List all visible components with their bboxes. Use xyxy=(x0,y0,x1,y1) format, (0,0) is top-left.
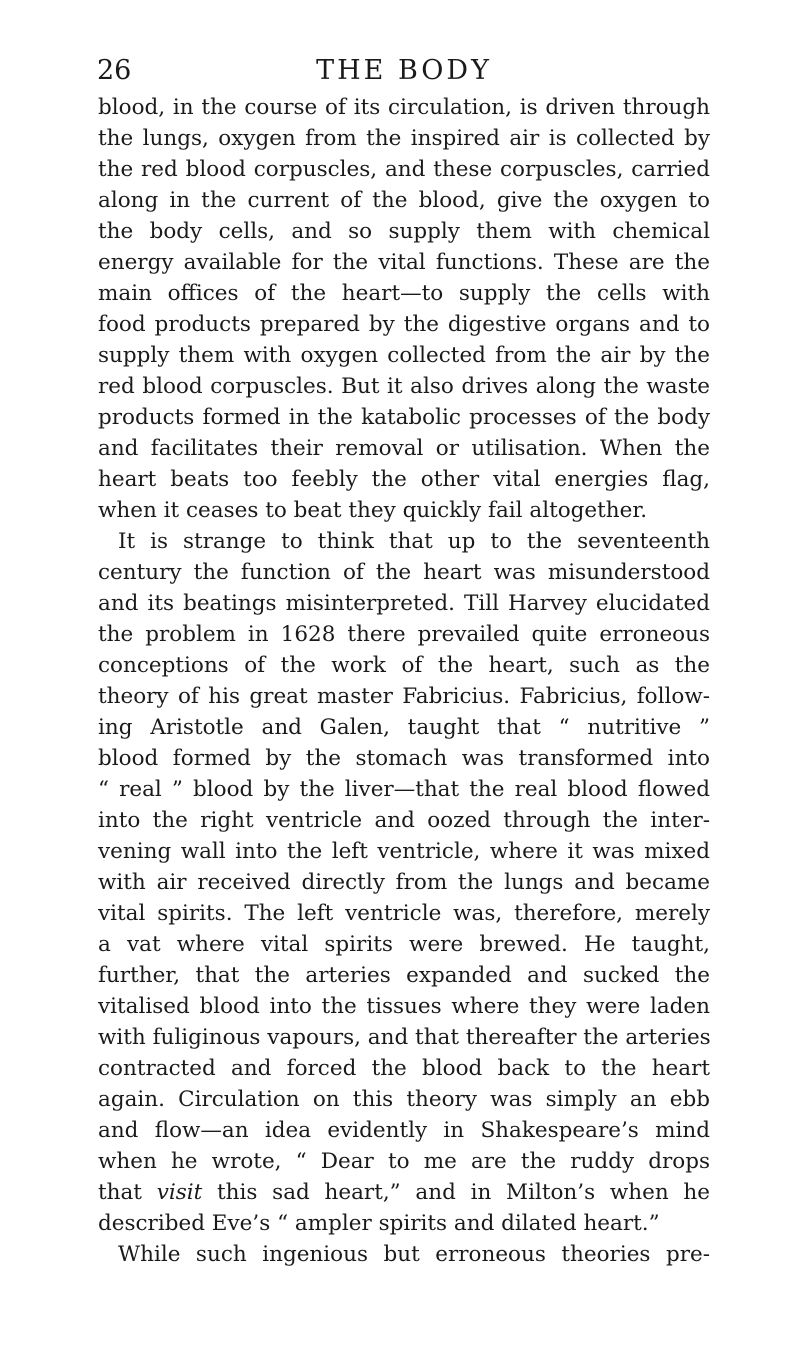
text-line: and its beatings misinterpreted. Till Harvey elucidated xyxy=(98,591,710,616)
text-line: It is strange to think that up to the seventeenth xyxy=(118,529,710,554)
text-line: a vat where vital spirits were brewed. He taught, xyxy=(98,932,710,957)
running-head xyxy=(98,52,710,90)
text-line: when he wrote, “ Dear to me are the ruddy drops xyxy=(98,1149,710,1174)
text-line: century the function of the heart was misunderstood xyxy=(98,560,710,585)
text-line: ing Aristotle and Galen, taught that “ nutritive ” xyxy=(98,715,710,740)
text-line: with air received directly from the lungs and became xyxy=(98,870,710,895)
text-line: heart beats too feebly the other vital energies flag, xyxy=(98,467,710,492)
text-line: contracted and forced the blood back to the heart xyxy=(98,1056,710,1081)
text-line xyxy=(98,1177,710,1208)
text-line: along in the current of the blood, give the oxygen to xyxy=(98,188,710,213)
text-line: vital spirits. The left ventricle was, therefore, merely xyxy=(98,901,710,926)
text-line: vitalised blood into the tissues where they were laden xyxy=(98,994,710,1019)
text-line: described Eve’s “ ampler spirits and dilated heart.” xyxy=(98,1211,660,1236)
text-line: supply them with oxygen collected from the air by the xyxy=(98,343,710,368)
text-line: food products prepared by the digestive organs and to xyxy=(98,312,710,337)
text-line-end: this sad heart,” and in Milton’s when he xyxy=(202,1180,710,1205)
text-line: further, that the arteries expanded and sucked the xyxy=(98,963,710,988)
text-line: vening wall into the left ventricle, where it was mixed xyxy=(98,839,710,864)
emphasized-word: visit xyxy=(156,1180,203,1205)
text-line: conceptions of the work of the heart, such as the xyxy=(98,653,710,678)
text-line: the body cells, and so supply them with chemical xyxy=(98,219,710,244)
text-line: theory of his great master Fabricius. Fabricius, follow- xyxy=(98,684,710,709)
text-line: main offices of the heart—to supply the cells with xyxy=(98,281,710,306)
page-number: 26 xyxy=(97,55,132,86)
text-line: energy available for the vital functions. These are the xyxy=(98,250,710,275)
text-line: While such ingenious but erroneous theories pre- xyxy=(118,1242,710,1267)
text-line: “ real ” blood by the liver—that the real blood flowed xyxy=(98,777,710,802)
text-line: and flow—an idea evidently in Shakespeare’s mind xyxy=(98,1118,710,1143)
text-line: again. Circulation on this theory was simply an ebb xyxy=(98,1087,710,1112)
text-line: blood formed by the stomach was transformed into xyxy=(98,746,710,771)
text-line: the red blood corpuscles, and these corpuscles, carried xyxy=(98,157,710,182)
text-line: the lungs, oxygen from the inspired air is collected by xyxy=(98,126,710,151)
text-line: the problem in 1628 there prevailed quite erroneous xyxy=(98,622,710,647)
text-line: into the right ventricle and oozed through the inter- xyxy=(98,808,710,833)
running-title: THE BODY xyxy=(316,55,492,86)
text-line: and facilitates their removal or utilisation. When the xyxy=(98,436,710,461)
text-line: red blood corpuscles. But it also drives along the waste xyxy=(98,374,710,399)
body-text xyxy=(98,92,710,1270)
text-line-start: that xyxy=(98,1180,157,1205)
book-page xyxy=(98,52,710,1270)
text-line: when it ceases to beat they quickly fail altogether. xyxy=(98,498,648,523)
text-line: blood, in the course of its circulation, is driven through xyxy=(98,95,710,120)
text-line: products formed in the katabolic processes of the body xyxy=(98,405,710,430)
text-line: with fuliginous vapours, and that thereafter the arteries xyxy=(98,1025,711,1050)
